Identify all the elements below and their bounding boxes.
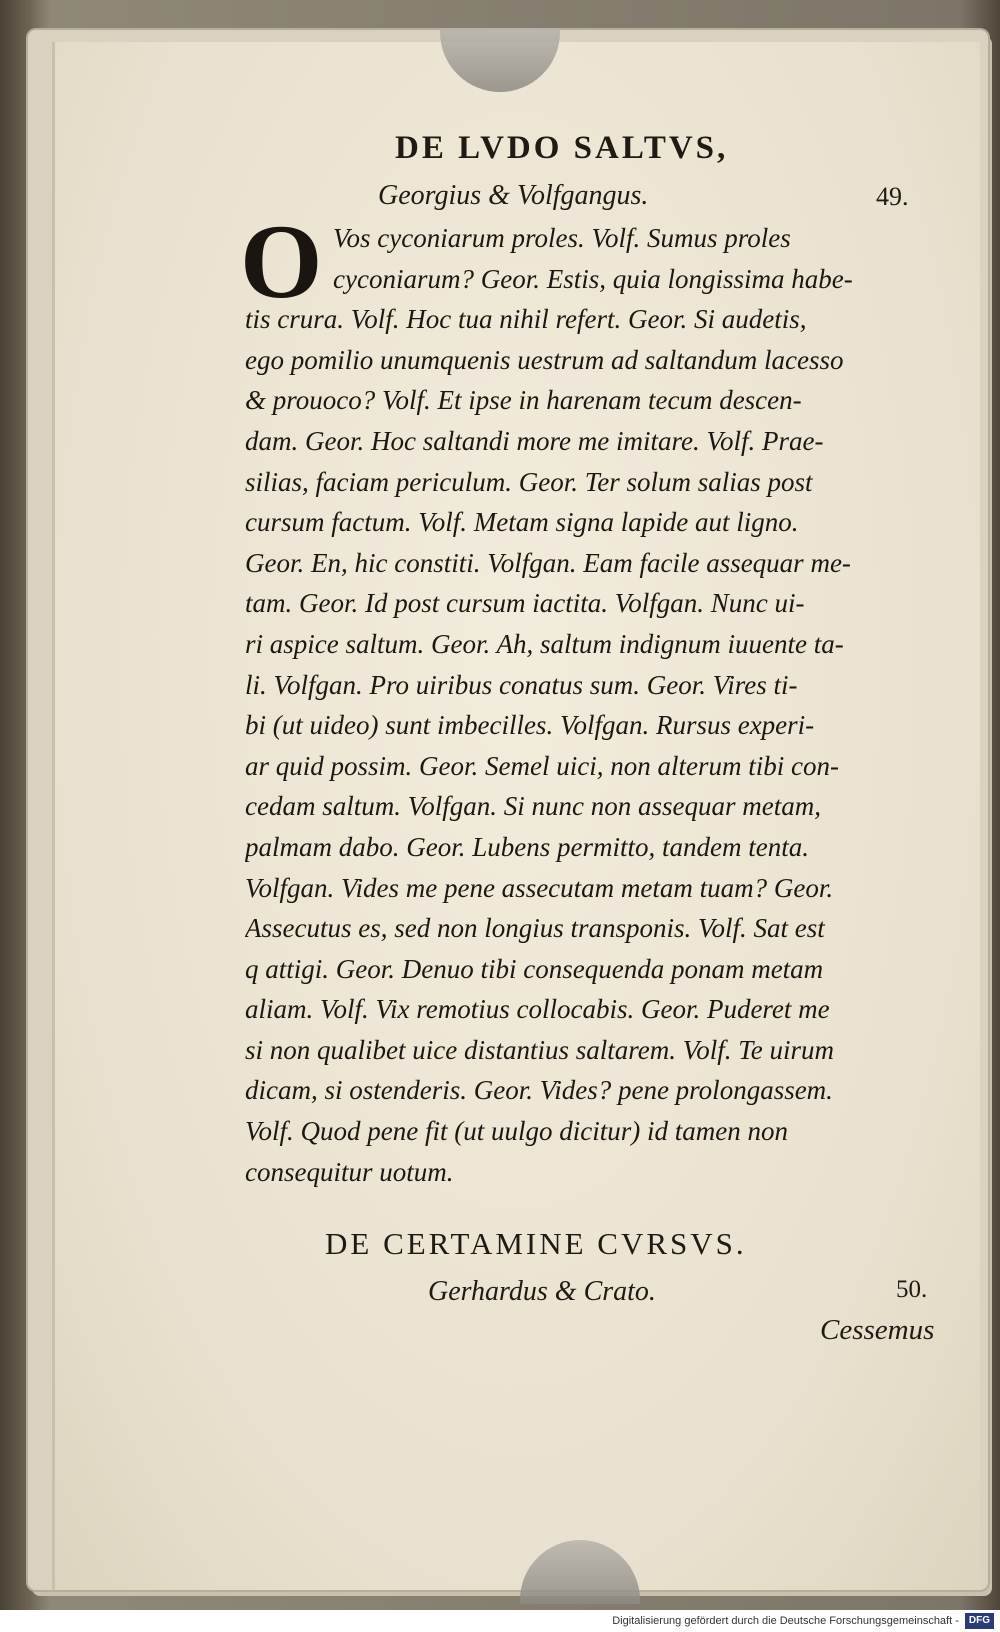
- text-line: ri aspice saltum. Geor. Ah, saltum indignum iuuente ta-: [245, 628, 844, 659]
- text-line: Assecutus es, sed non longius transponis. Volf. Sat est: [245, 913, 825, 944]
- decorated-initial: O: [240, 203, 323, 320]
- text-line: tam. Geor. Id post cursum iactita. Volfgan. Nunc ui-: [245, 588, 805, 619]
- text-line: Volfgan. Vides me pene assecutam metam tuam? Geor.: [245, 872, 834, 903]
- text-line: consequitur uotum.: [245, 1156, 454, 1187]
- dfg-logo-icon: DFG: [965, 1613, 994, 1629]
- text-line: cedam saltum. Volfgan. Si nunc non assequar metam,: [245, 791, 821, 822]
- catchword: Cessemus: [820, 1314, 935, 1346]
- text-line: dam. Geor. Hoc saltandi more me imitare. Volf. Prae-: [245, 425, 824, 456]
- text-line: q attigi. Geor. Denuo tibi consequenda ponam metam: [245, 953, 824, 984]
- text-line: cyconiarum? Geor. Estis, quia longissima habe-: [333, 263, 853, 294]
- next-section-heading: DE CERTAMINE CVRSVS.: [325, 1226, 747, 1261]
- text-line: Geor. En, hic constiti. Volfgan. Eam facile assequar me-: [245, 547, 851, 578]
- text-line: si non qualibet uice distantius saltarem. Volf. Te uirum: [245, 1034, 835, 1065]
- next-dialogue-number: 50.: [896, 1276, 928, 1303]
- dialogue-speakers: Georgius & Volfgangus.: [378, 180, 649, 211]
- text-line: dicam, si ostenderis. Geor. Vides? pene prolongassem.: [245, 1075, 833, 1106]
- text-line: li. Volfgan. Pro uiribus conatus sum. Geor. Vires ti-: [245, 669, 798, 700]
- text-line: bi (ut uideo) sunt imbecilles. Volfgan. Rursus experi-: [245, 710, 815, 741]
- text-line: tis crura. Volf. Hoc tua nihil refert. Geor. Si audetis,: [245, 304, 807, 335]
- next-dialogue-speakers: Gerhardus & Crato.: [428, 1276, 656, 1307]
- text-line: Vos cyconiarum proles. Volf. Sumus proles: [333, 223, 791, 253]
- text-line: & prouoco? Volf. Et ipse in harenam tecum descen-: [245, 385, 802, 416]
- text-line: silias, faciam periculum. Geor. Ter solum salias post: [245, 466, 813, 497]
- text-line: ar quid possim. Geor. Semel uici, non alterum tibi con-: [245, 750, 839, 781]
- text-line: ego pomilio unumquenis uestrum ad saltandum lacesso: [245, 344, 844, 375]
- text-line: aliam. Volf. Vix remotius collocabis. Geor. Puderet me: [245, 994, 830, 1025]
- digitization-footer: [0, 1610, 1000, 1632]
- dialogue-text: [245, 218, 935, 1192]
- section-heading: DE LVDO SALTVS,: [395, 130, 729, 166]
- text-line: palmam dabo. Geor. Lubens permitto, tandem tenta.: [245, 831, 809, 862]
- text-line: Volf. Quod pene fit (ut uulgo dicitur) id tamen non: [245, 1116, 788, 1147]
- funding-credit: Digitalisierung gefördert durch die Deutsche Forschungsgemeinschaft -: [612, 1615, 959, 1627]
- dialogue-number: 49.: [876, 182, 909, 211]
- text-line: cursum factum. Volf. Metam signa lapide aut ligno.: [245, 507, 799, 538]
